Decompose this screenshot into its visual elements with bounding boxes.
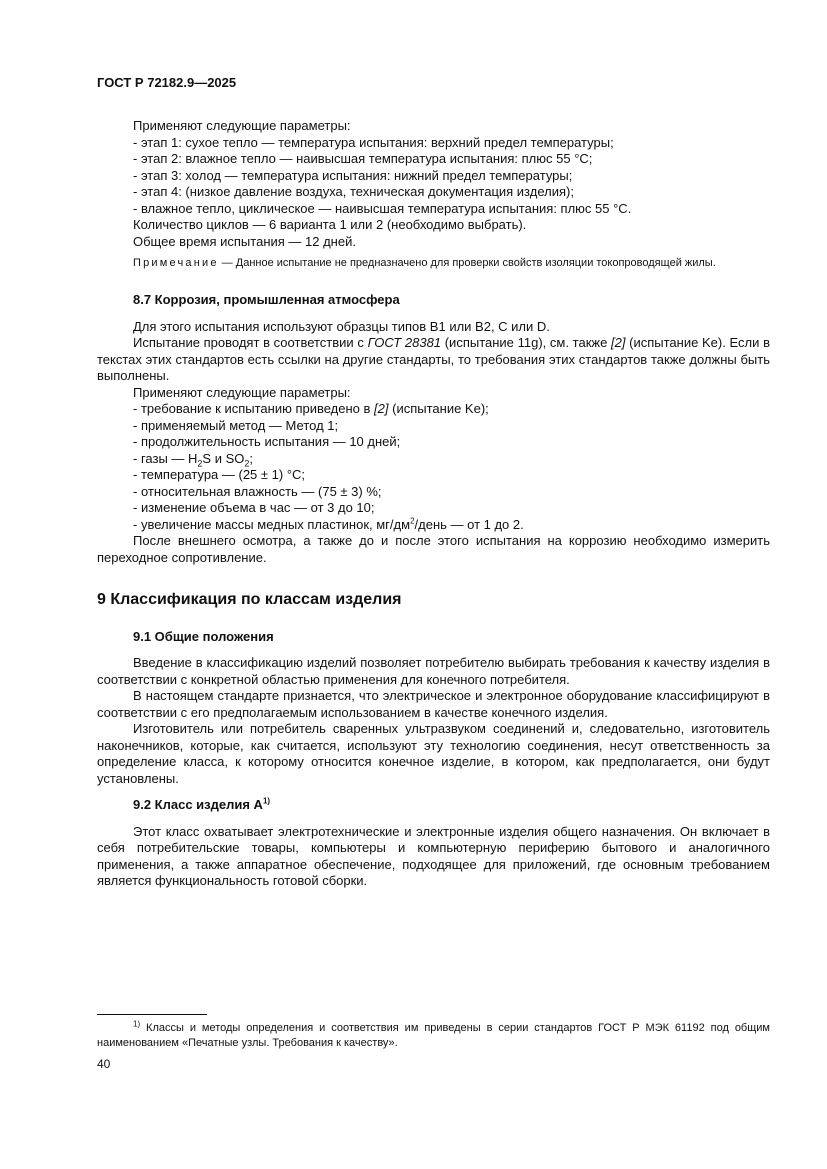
item-text: - увеличение массы медных пластинок, мг/дм [133, 516, 411, 532]
item-text: S и SO [202, 450, 245, 466]
corrosion-param-list [97, 401, 770, 533]
params-intro: Применяют следующие параметры: [133, 118, 351, 133]
s87-p2-text: (испытание Ke). Если в текстах этих стандартов есть ссылки на другие стандарты, то требования этих стандартов также должны быть выполнены. [97, 335, 770, 383]
s91-p1: Введение в классификацию изделий позволяет потребителю выбирать требования к качеству изделия в соответствии с конкретной областью применения для конечного потребителя. [97, 655, 770, 687]
s87-p2-text: (испытание 11g), см. также [441, 335, 611, 350]
item-text: /день — от 1 до 2. [414, 516, 524, 532]
list-item: - температура — (25 ± 1) °С; [133, 467, 306, 482]
section-8-7-title: 8.7 Коррозия, промышленная атмосфера [133, 292, 400, 307]
item-text: ; [249, 450, 254, 466]
s87-p2-text: Испытание проводят в соответствии с [133, 335, 368, 350]
s87-p2 [97, 335, 770, 385]
note [97, 256, 770, 270]
s91-p3: Изготовитель или потребитель сваренных ультразвуком соединений и, следовательно, изготовитель наконечников, которые, как считается, используют эту технологию соединения, несут ответственность за определение класса, к которому относится конечное изделие, в котором, как предполагается, они будут установлены. [97, 721, 770, 786]
footnote [97, 1021, 770, 1051]
stage-list [97, 135, 770, 218]
section-9-1-title: 9.1 Общие положения [133, 628, 274, 644]
list-item [97, 401, 770, 418]
footnote-marker: 1) [133, 1019, 141, 1029]
section-9-2-title [97, 797, 770, 814]
list-item [97, 451, 770, 468]
list-item: - относительная влажность — (75 ± 3) %; [133, 483, 382, 499]
s87-closing: После внешнего осмотра, а также до и после этого испытания на коррозию необходимо измерить переходное сопротивление. [97, 533, 770, 565]
page-number: 40 [97, 1057, 111, 1071]
list-item [97, 517, 770, 534]
footnote-divider [97, 1014, 207, 1015]
bib-reference: [2] [611, 335, 626, 350]
cycles-text: Количество циклов — 6 варианта 1 или 2 (необходимо выбрать). [133, 217, 527, 232]
list-item: - этап 1: сухое тепло — температура испытания: верхний предел температуры; [133, 134, 614, 150]
s87-p1: Для этого испытания используют образцы типов В1 или В2, С или D. [133, 318, 550, 334]
list-item: - этап 4: (низкое давление воздуха, техническая документация изделия); [133, 184, 574, 199]
list-item: - продолжительность испытания — 10 дней; [133, 434, 401, 449]
list-item: - применяемый метод — Метод 1; [133, 417, 339, 433]
s87-params-intro: Применяют следующие параметры: [133, 384, 351, 400]
page-content [97, 118, 770, 890]
subscript: 2 [244, 458, 250, 469]
item-text: - газы — H [133, 450, 198, 466]
bib-reference: [2] [374, 401, 389, 416]
footnote-text: Классы и методы определения и соответствия им приведены в серии стандартов ГОСТ Р МЭК 61192 под общим наименованием «Печатные узлы. Требования к качеству». [97, 1022, 770, 1049]
item-text: (испытание Ke); [388, 401, 489, 416]
list-item: - изменение объема в час — от 3 до 10; [133, 500, 375, 515]
document-header: ГОСТ Р 72182.9—2025 [97, 75, 237, 90]
list-item: - влажное тепло, циклическое — наивысшая температура испытания: плюс 55 °С. [133, 200, 632, 216]
gost-reference: ГОСТ 28381 [367, 335, 442, 350]
note-text: — Данное испытание не предназначено для проверки свойств изоляции токопроводящей жилы. [218, 257, 716, 269]
s92-p: Этот класс охватывает электротехнические и электронные изделия общего назначения. Он включает в себя потребительские товары, компьютеры и компьютерную периферию бытового и аналогичного применения, а также аппаратное обеспечение, подходящее для приложений, где основным требованием является функциональность готовой сборки. [97, 823, 770, 888]
section-9-title: 9 Классификация по классам изделия [97, 591, 402, 608]
section-9-2-title-text: 9.2 Класс изделия А [133, 797, 263, 812]
subscript: 2 [197, 458, 203, 469]
item-text: - требование к испытанию приведено в [133, 401, 375, 416]
note-lead: Примечание [133, 257, 219, 269]
list-item: - этап 2: влажное тепло — наивысшая температура испытания: плюс 55 °С; [133, 151, 593, 166]
superscript: 2 [410, 516, 415, 526]
s91-p2: В настоящем стандарте признается, что электрическое и электронное оборудование классифицируют в соответствии с его предполагаемым использованием в качестве конечного изделия. [97, 688, 770, 720]
list-item: - этап 3: холод — температура испытания: нижний предел температуры; [133, 167, 573, 183]
total-time-text: Общее время испытания — 12 дней. [133, 233, 356, 249]
footnote-ref: 1) [262, 796, 271, 806]
